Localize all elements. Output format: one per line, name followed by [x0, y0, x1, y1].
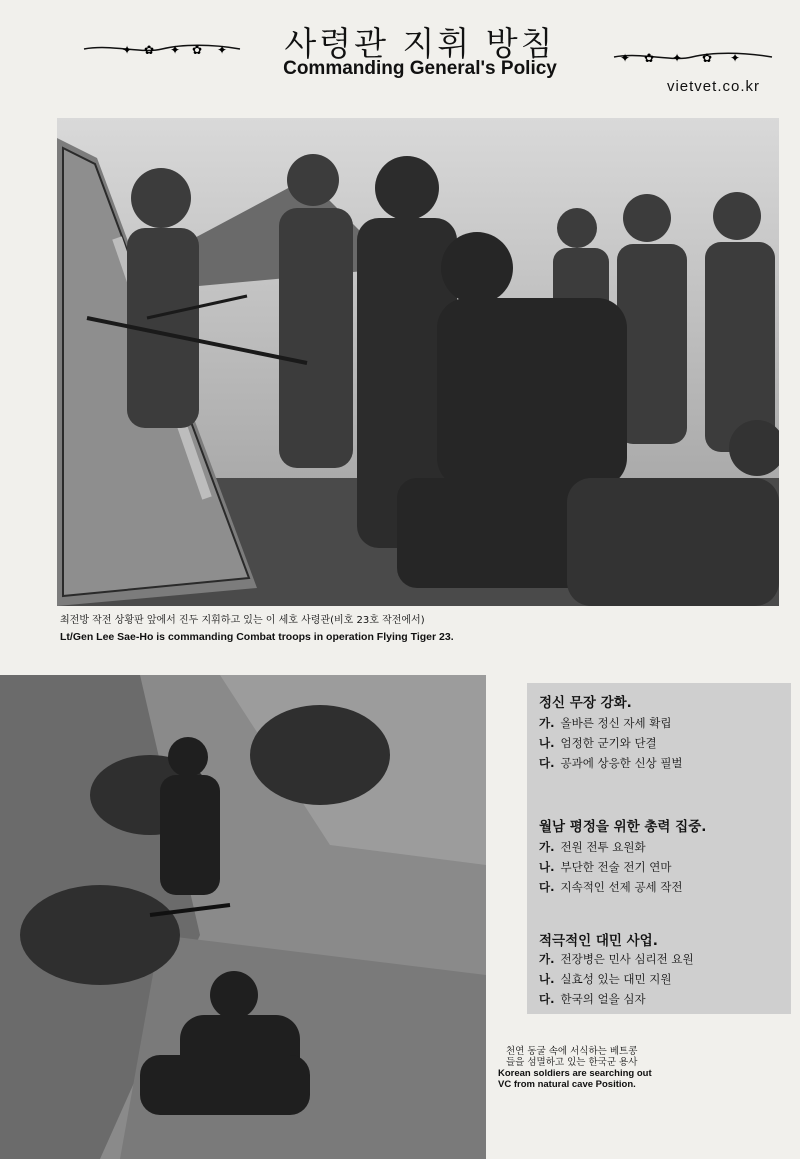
svg-text:✦: ✦	[217, 43, 228, 57]
policy-section-1-item-2: 나. 엄정한 군기와 단결	[539, 736, 657, 750]
svg-text:✦: ✦	[122, 43, 133, 57]
svg-text:✦: ✦	[730, 51, 741, 65]
photo2-caption-english-line1: Korean soldiers are searching out	[498, 1068, 652, 1079]
policy-section-3-title: 적극적인 대민 사업.	[539, 933, 658, 949]
photo2-caption-english-line2: VC from natural cave Position.	[498, 1079, 636, 1090]
svg-text:✿: ✿	[644, 51, 655, 65]
photo2-caption-korean-line2: 들을 섬멸하고 있는 한국군 용사	[506, 1057, 638, 1068]
photo2-caption-korean-line1: 천연 동굴 속에 서식하는 베트콩	[506, 1046, 638, 1057]
policy-section-2-item-1: 가. 전원 전투 요원화	[539, 840, 646, 854]
svg-text:✦: ✦	[620, 51, 631, 65]
page-title-korean: 사령관 지휘 방침	[284, 24, 556, 63]
policy-section-1-item-3: 다. 공과에 상응한 신상 필벌	[539, 756, 683, 770]
svg-text:✿: ✿	[192, 43, 203, 57]
photo1-caption-korean: 최전방 작전 상황판 앞에서 진두 지휘하고 있는 이 세호 사령관(비호 23호 작전에서)	[60, 615, 425, 626]
ornament-left	[82, 40, 242, 58]
policy-section-1-item-1: 가. 올바른 정신 자세 확립	[539, 716, 672, 730]
page-title-english: Commanding General's Policy	[283, 58, 557, 79]
svg-text:✿: ✿	[702, 51, 713, 65]
svg-text:✦: ✦	[672, 51, 683, 65]
policy-box	[527, 683, 791, 1014]
photo-cave-search	[0, 675, 486, 1159]
policy-section-2-item-2: 나. 부단한 전술 전기 연마	[539, 860, 672, 874]
ornament-right	[612, 48, 774, 66]
policy-section-3-item-1: 가. 전장병은 민사 심리전 요원	[539, 952, 694, 966]
website-url: vietvet.co.kr	[666, 78, 760, 95]
policy-section-2-title: 월남 평정을 위한 총력 집중.	[539, 819, 707, 835]
svg-text:✿: ✿	[144, 43, 155, 57]
policy-section-3-item-3: 다. 한국의 얼을 심자	[539, 992, 646, 1006]
policy-section-3-item-2: 나. 실효성 있는 대민 지원	[539, 972, 672, 986]
policy-section-2-item-3: 다. 지속적인 선제 공세 작전	[539, 880, 683, 894]
photo2-caption	[498, 1046, 678, 1090]
photo-commander-briefing	[57, 118, 779, 606]
svg-text:✦: ✦	[170, 43, 181, 57]
photo1-caption-english: Lt/Gen Lee Sae-Ho is commanding Combat troops in operation Flying Tiger 23.	[60, 631, 454, 643]
policy-section-1-title: 정신 무장 강화.	[539, 695, 632, 711]
photo1-caption	[60, 613, 620, 645]
